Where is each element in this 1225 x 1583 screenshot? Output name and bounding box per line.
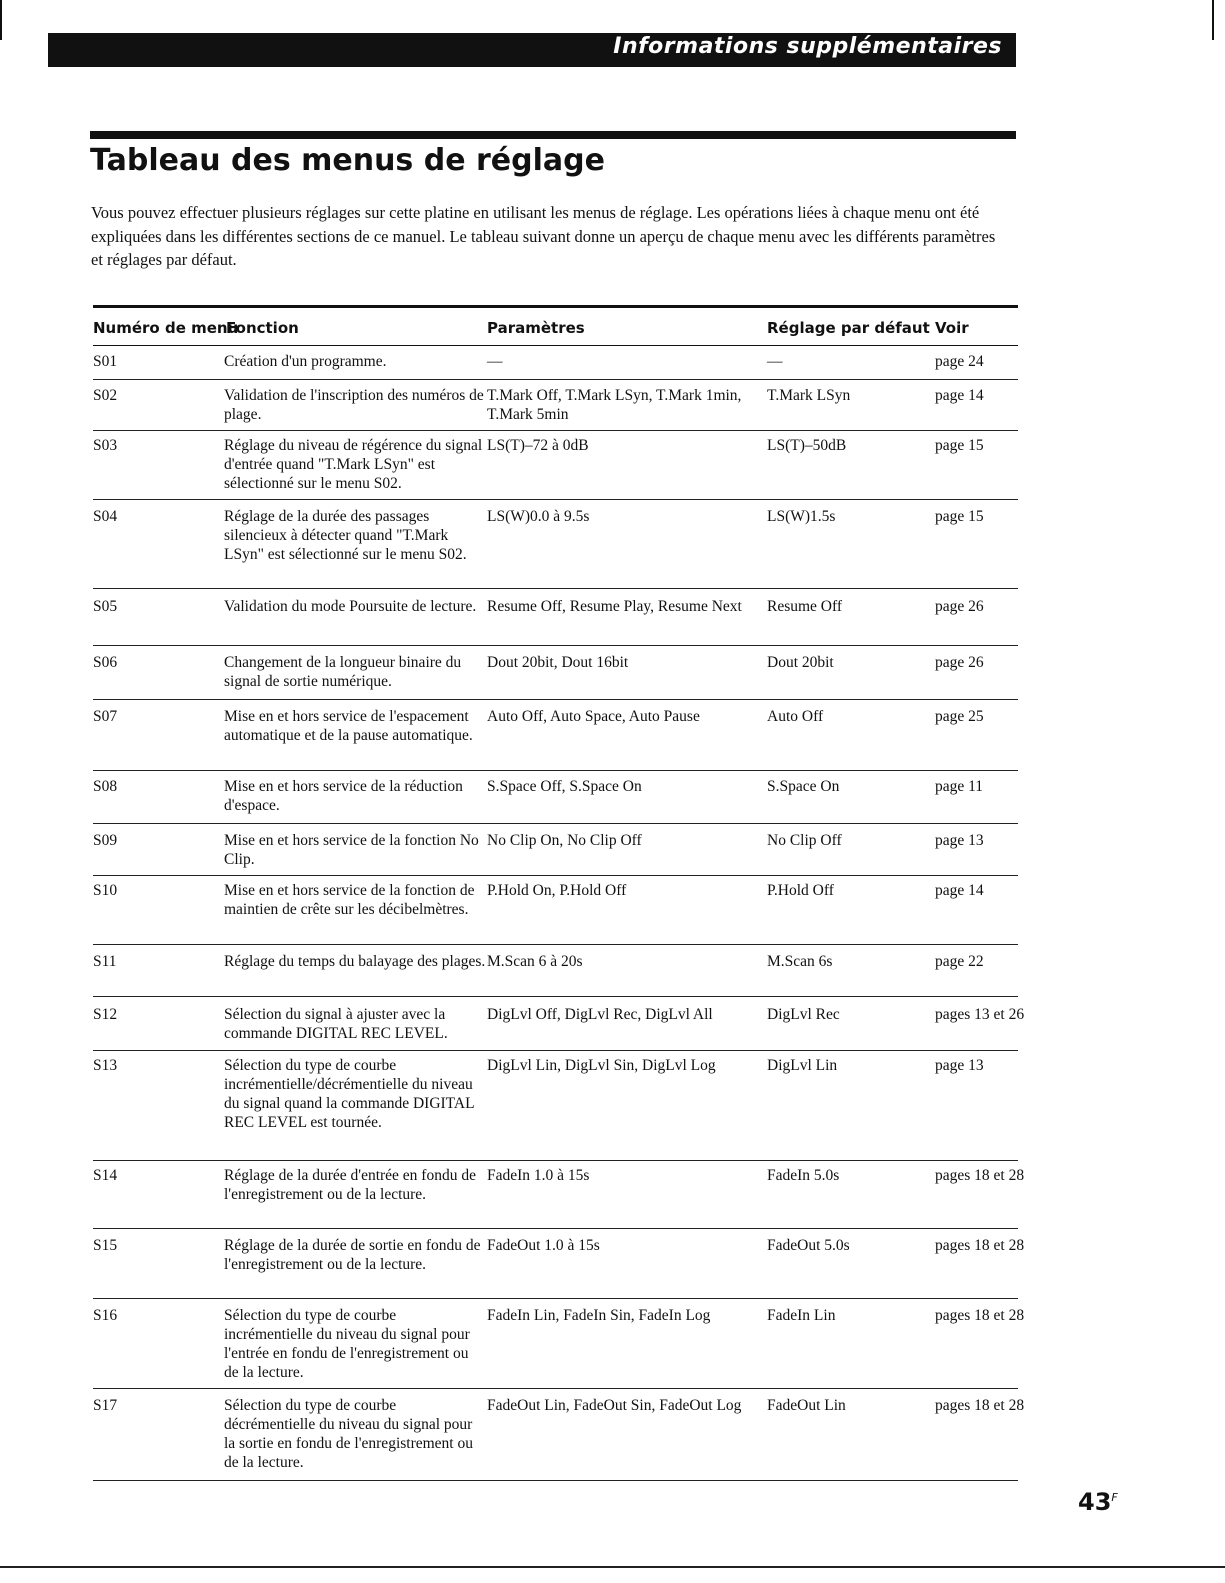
row-divider [93,875,1018,876]
cell-fonction: Mise en et hors service de la fonction de maintien de crête sur les décibelmètres. [224,882,475,918]
cell-fonction: Validation du mode Poursuite de lecture. [224,598,477,615]
cell-fonction: Mise en et hors service de la fonction No Clip. [224,832,479,868]
row-divider [93,1388,1018,1389]
cell-parametres: P.Hold On, P.Hold Off [487,882,627,899]
cell-voir: page 14 [935,882,984,899]
table-row [93,1396,1025,1481]
cell-reglage-par-defaut: S.Space On [767,778,840,795]
bottom-edge-rule [0,1566,1225,1568]
table-row [93,653,1018,700]
cell-parametres: No Clip On, No Clip Off [487,832,642,849]
header-reglage-par-defaut: Réglage par défaut [767,319,930,337]
cell-reglage-par-defaut: Auto Off [767,708,824,725]
cell-parametres: Auto Off, Auto Space, Auto Pause [487,708,700,725]
row-divider [93,996,1018,997]
cell-voir: page 26 [935,598,984,615]
cell-parametres: M.Scan 6 à 20s [487,953,583,970]
right-edge-line [1212,0,1214,40]
cell-parametres: DigLvl Lin, DigLvl Sin, DigLvl Log [487,1057,716,1074]
cell-voir: page 13 [935,1057,984,1074]
cell-fonction: Changement de la longueur binaire du signal de sortie numérique. [224,654,462,690]
cell-fonction: Validation de l'inscription des numéros de plage. [224,387,484,423]
table-row [93,386,1018,431]
cell-menu-number: S06 [93,654,118,671]
table-row [93,1306,1025,1389]
title-rule [90,131,1016,139]
cell-fonction: Création d'un programme. [224,353,387,370]
cell-parametres: FadeIn Lin, FadeIn Sin, FadeIn Log [487,1307,711,1324]
table-row [93,1005,1025,1051]
cell-voir: pages 13 et 26 [935,1006,1025,1023]
cell-voir: page 14 [935,387,984,404]
row-divider [93,944,1018,945]
cell-menu-number: S11 [93,953,117,970]
cell-reglage-par-defaut: Dout 20bit [767,654,834,671]
cell-fonction: Réglage de la durée de sortie en fondu de l'enregistrement ou de la lecture. [224,1237,481,1273]
row-divider [93,430,1018,431]
cell-fonction: Mise en et hors service de l'espacement automatique et de la pause automatique. [224,708,473,744]
cell-parametres: FadeOut 1.0 à 15s [487,1237,600,1254]
table-row [93,707,1018,771]
cell-fonction: Mise en et hors service de la réduction d'espace. [224,778,463,814]
cell-menu-number: S14 [93,1167,118,1184]
row-divider [93,1480,1018,1481]
row-divider [93,645,1018,646]
cell-menu-number: S10 [93,882,118,899]
cell-parametres: LS(T)–72 à 0dB [487,437,589,454]
cell-voir: page 11 [935,778,984,795]
cell-reglage-par-defaut: LS(W)1.5s [767,508,836,525]
row-divider [93,499,1018,500]
table-row [93,881,1018,945]
table-row [93,952,1018,997]
cell-menu-number: S01 [93,353,118,370]
cell-fonction: Réglage de la durée d'entrée en fondu de l'enregistrement ou de la lecture. [224,1167,476,1203]
intro-paragraph: Vous pouvez effectuer plusieurs réglages sur cette platine en utilisant les menus de réglage. Les opérations liées à chaque menu ont été expliquées dans les différentes sections de ce manuel. Le tableau suivant donne un aperçu de chaque menu avec les différents paramètres et réglages par défaut. [91,203,996,269]
cell-parametres: S.Space Off, S.Space On [487,778,642,795]
table-row [93,507,1018,589]
row-divider [93,699,1018,700]
row-divider [93,379,1018,380]
table-row [93,436,1018,500]
cell-parametres: FadeOut Lin, FadeOut Sin, FadeOut Log [487,1397,742,1414]
cell-reglage-par-defaut: DigLvl Rec [767,1006,840,1023]
cell-fonction: Réglage du temps du balayage des plages. [224,953,486,970]
page-title: Tableau des menus de réglage [90,143,605,178]
header-voir: Voir [935,319,969,337]
cell-fonction: Sélection du type de courbe incrémentielle du niveau du signal pour l'entrée en fondu de l'enregistrement ou de la lecture. [224,1307,470,1381]
cell-voir: page 13 [935,832,984,849]
cell-menu-number: S17 [93,1397,118,1414]
header-parametres: Paramètres [487,319,585,337]
section-header-title: Informations supplémentaires [613,34,1002,59]
row-divider [93,1228,1018,1229]
cell-menu-number: S16 [93,1307,118,1324]
cell-reglage-par-defaut: No Clip Off [767,832,842,849]
page-number-value: 43 [1078,1488,1112,1516]
cell-voir: pages 18 et 28 [935,1237,1025,1254]
table-row [93,1056,1018,1161]
table-row [93,1166,1025,1229]
cell-parametres: Dout 20bit, Dout 16bit [487,654,629,671]
row-divider [93,1050,1018,1051]
cell-voir: page 15 [935,437,984,454]
cell-voir: page 24 [935,353,984,370]
cell-menu-number: S13 [93,1057,118,1074]
table-row [93,352,1018,380]
cell-menu-number: S08 [93,778,118,795]
cell-fonction: Sélection du type de courbe incrémentielle/décrémentielle du niveau du signal quand la commande DIGITAL REC LEVEL est tournée. [224,1057,474,1131]
cell-parametres: Resume Off, Resume Play, Resume Next [487,598,742,615]
cell-voir: page 26 [935,654,984,671]
table-row [93,1236,1025,1299]
cell-menu-number: S03 [93,437,118,454]
cell-voir: pages 18 et 28 [935,1307,1025,1324]
cell-menu-number: S04 [93,508,118,525]
page-number-suffix: F [1111,1491,1118,1504]
header-fonction: Fonction [226,319,299,337]
cell-reglage-par-defaut: FadeIn Lin [767,1307,836,1324]
row-divider [93,823,1018,824]
table-row [93,831,1018,876]
cell-fonction: Sélection du type de courbe décrémentielle du niveau du signal pour la sortie en fondu de l'enregistrement ou de la lecture. [224,1397,473,1471]
cell-reglage-par-defaut: LS(T)–50dB [767,437,847,454]
cell-parametres: LS(W)0.0 à 9.5s [487,508,590,525]
cell-menu-number: S02 [93,387,118,404]
cell-reglage-par-defaut: FadeOut Lin [767,1397,846,1414]
cell-reglage-par-defaut: Resume Off [767,598,843,615]
cell-reglage-par-defaut: T.Mark LSyn [767,387,851,404]
row-divider [93,1160,1018,1161]
section-header-bar [48,33,1016,67]
row-divider [93,1298,1018,1299]
cell-parametres: FadeIn 1.0 à 15s [487,1167,590,1184]
table-header-rule [93,345,1018,346]
cell-parametres: DigLvl Off, DigLvl Rec, DigLvl All [487,1006,713,1023]
cell-voir: pages 18 et 28 [935,1167,1025,1184]
left-edge-line [0,0,2,40]
table-row [93,777,1018,824]
cell-menu-number: S12 [93,1006,118,1023]
page-number [1078,1488,1118,1516]
cell-parametres: — [487,353,503,370]
cell-voir: pages 18 et 28 [935,1397,1025,1414]
table-top-rule [93,305,1018,308]
cell-voir: page 15 [935,508,984,525]
cell-menu-number: S07 [93,708,118,725]
cell-menu-number: S15 [93,1237,118,1254]
cell-parametres: T.Mark Off, T.Mark LSyn, T.Mark 1min, T.Mark 5min [487,387,742,423]
cell-reglage-par-defaut: M.Scan 6s [767,953,833,970]
table-row [93,597,1018,646]
cell-fonction: Réglage du niveau de régérence du signal d'entrée quand "T.Mark LSyn" est sélectionné sur le menu S02. [224,437,483,492]
cell-reglage-par-defaut: FadeIn 5.0s [767,1167,840,1184]
cell-voir: page 22 [935,953,984,970]
row-divider [93,588,1018,589]
cell-menu-number: S09 [93,832,118,849]
cell-fonction: Réglage de la durée des passages silencieux à détecter quand "T.Mark LSyn" est sélectionné sur le menu S02. [224,508,467,563]
cell-reglage-par-defaut: DigLvl Lin [767,1057,838,1074]
cell-reglage-par-defaut: P.Hold Off [767,882,834,899]
cell-fonction: Sélection du signal à ajuster avec la commande DIGITAL REC LEVEL. [224,1006,448,1042]
row-divider [93,770,1018,771]
cell-reglage-par-defaut: — [767,353,783,370]
cell-voir: page 25 [935,708,984,725]
cell-menu-number: S05 [93,598,118,615]
cell-reglage-par-defaut: FadeOut 5.0s [767,1237,850,1254]
header-numero-de-menu: Numéro de menu [93,319,239,337]
